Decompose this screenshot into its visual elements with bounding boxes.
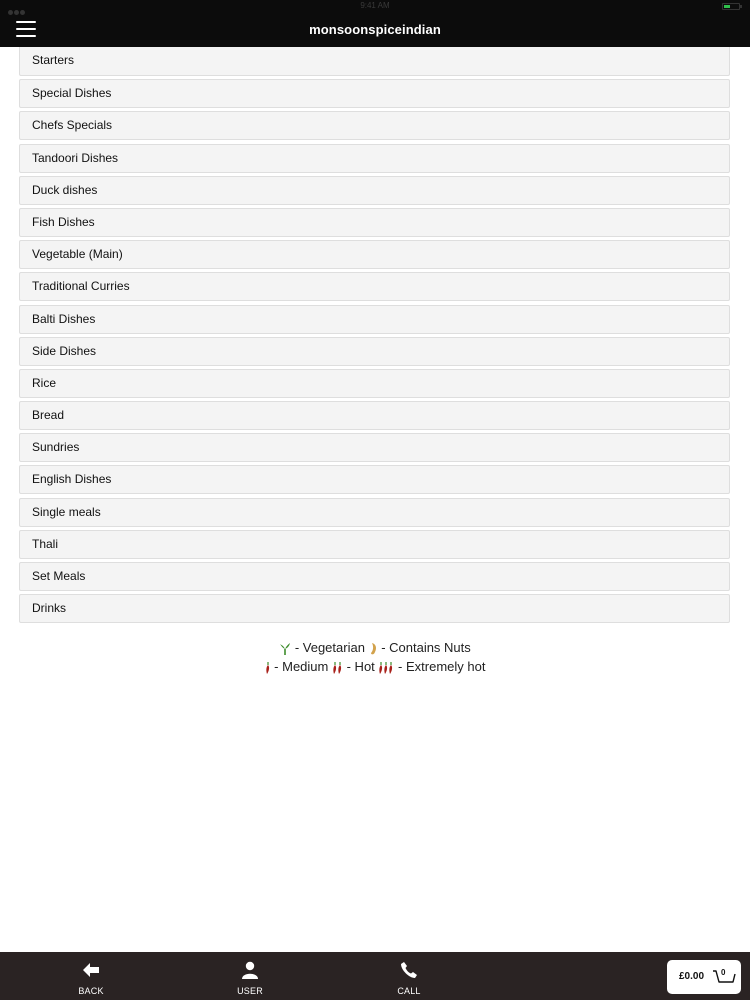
user-icon <box>240 960 260 980</box>
user-label: USER <box>237 986 263 996</box>
category-item-sundries[interactable]: Sundries <box>19 433 730 462</box>
legend-nuts-label: - Contains Nuts <box>381 640 471 655</box>
call-button[interactable] <box>374 952 444 1000</box>
legend-extremely-hot-label: - Extremely hot <box>398 659 486 674</box>
category-item-traditional-curries[interactable]: Traditional Curries <box>19 272 730 301</box>
legend-vegetarian-label: - Vegetarian <box>294 640 365 655</box>
phone-icon <box>399 960 419 980</box>
category-item-bread[interactable]: Bread <box>19 401 730 430</box>
vegetarian-icon <box>279 642 291 656</box>
nut-icon <box>369 642 378 656</box>
app-header <box>0 0 750 47</box>
back-arrow-icon <box>81 960 101 980</box>
category-item-balti-dishes[interactable]: Balti Dishes <box>19 305 730 334</box>
category-item-duck-dishes[interactable]: Duck dishes <box>19 176 730 205</box>
status-bar <box>0 0 750 12</box>
status-time: 9:41 AM <box>360 1 390 10</box>
category-item-side-dishes[interactable]: Side Dishes <box>19 337 730 366</box>
app-title: monsoonspiceindian <box>309 22 441 37</box>
legend-medium-label: - Medium <box>274 659 329 674</box>
back-button[interactable] <box>56 952 126 1000</box>
chili-hot-icon <box>332 661 343 675</box>
bottom-nav-bar <box>0 952 750 1000</box>
category-item-special-dishes[interactable]: Special Dishes <box>19 79 730 108</box>
legend-hot-label: - Hot <box>346 659 375 674</box>
chili-medium-icon <box>265 661 271 675</box>
call-label: CALL <box>397 986 421 996</box>
category-item-set-meals[interactable]: Set Meals <box>19 562 730 591</box>
category-item-chefs-specials[interactable]: Chefs Specials <box>19 111 730 140</box>
category-item-single-meals[interactable]: Single meals <box>19 498 730 527</box>
cart-count: 0 <box>721 968 726 977</box>
cart-total: £0.00 <box>679 971 705 982</box>
chili-extremely-hot-icon <box>378 661 394 675</box>
category-item-starters[interactable]: Starters <box>19 47 730 76</box>
category-item-thali[interactable]: Thali <box>19 530 730 559</box>
user-button[interactable] <box>215 952 285 1000</box>
legend-row-diet <box>0 638 750 657</box>
category-item-rice[interactable]: Rice <box>19 369 730 398</box>
category-item-english-dishes[interactable]: English Dishes <box>19 465 730 494</box>
dietary-legend <box>0 638 750 676</box>
category-list <box>19 47 730 626</box>
legend-row-spice <box>0 657 750 676</box>
category-item-drinks[interactable]: Drinks <box>19 594 730 623</box>
cart-button[interactable] <box>667 960 741 994</box>
battery-icon <box>722 3 740 10</box>
category-item-fish-dishes[interactable]: Fish Dishes <box>19 208 730 237</box>
category-item-vegetable-main[interactable]: Vegetable (Main) <box>19 240 730 269</box>
category-item-tandoori-dishes[interactable]: Tandoori Dishes <box>19 144 730 173</box>
back-label: BACK <box>78 986 104 996</box>
